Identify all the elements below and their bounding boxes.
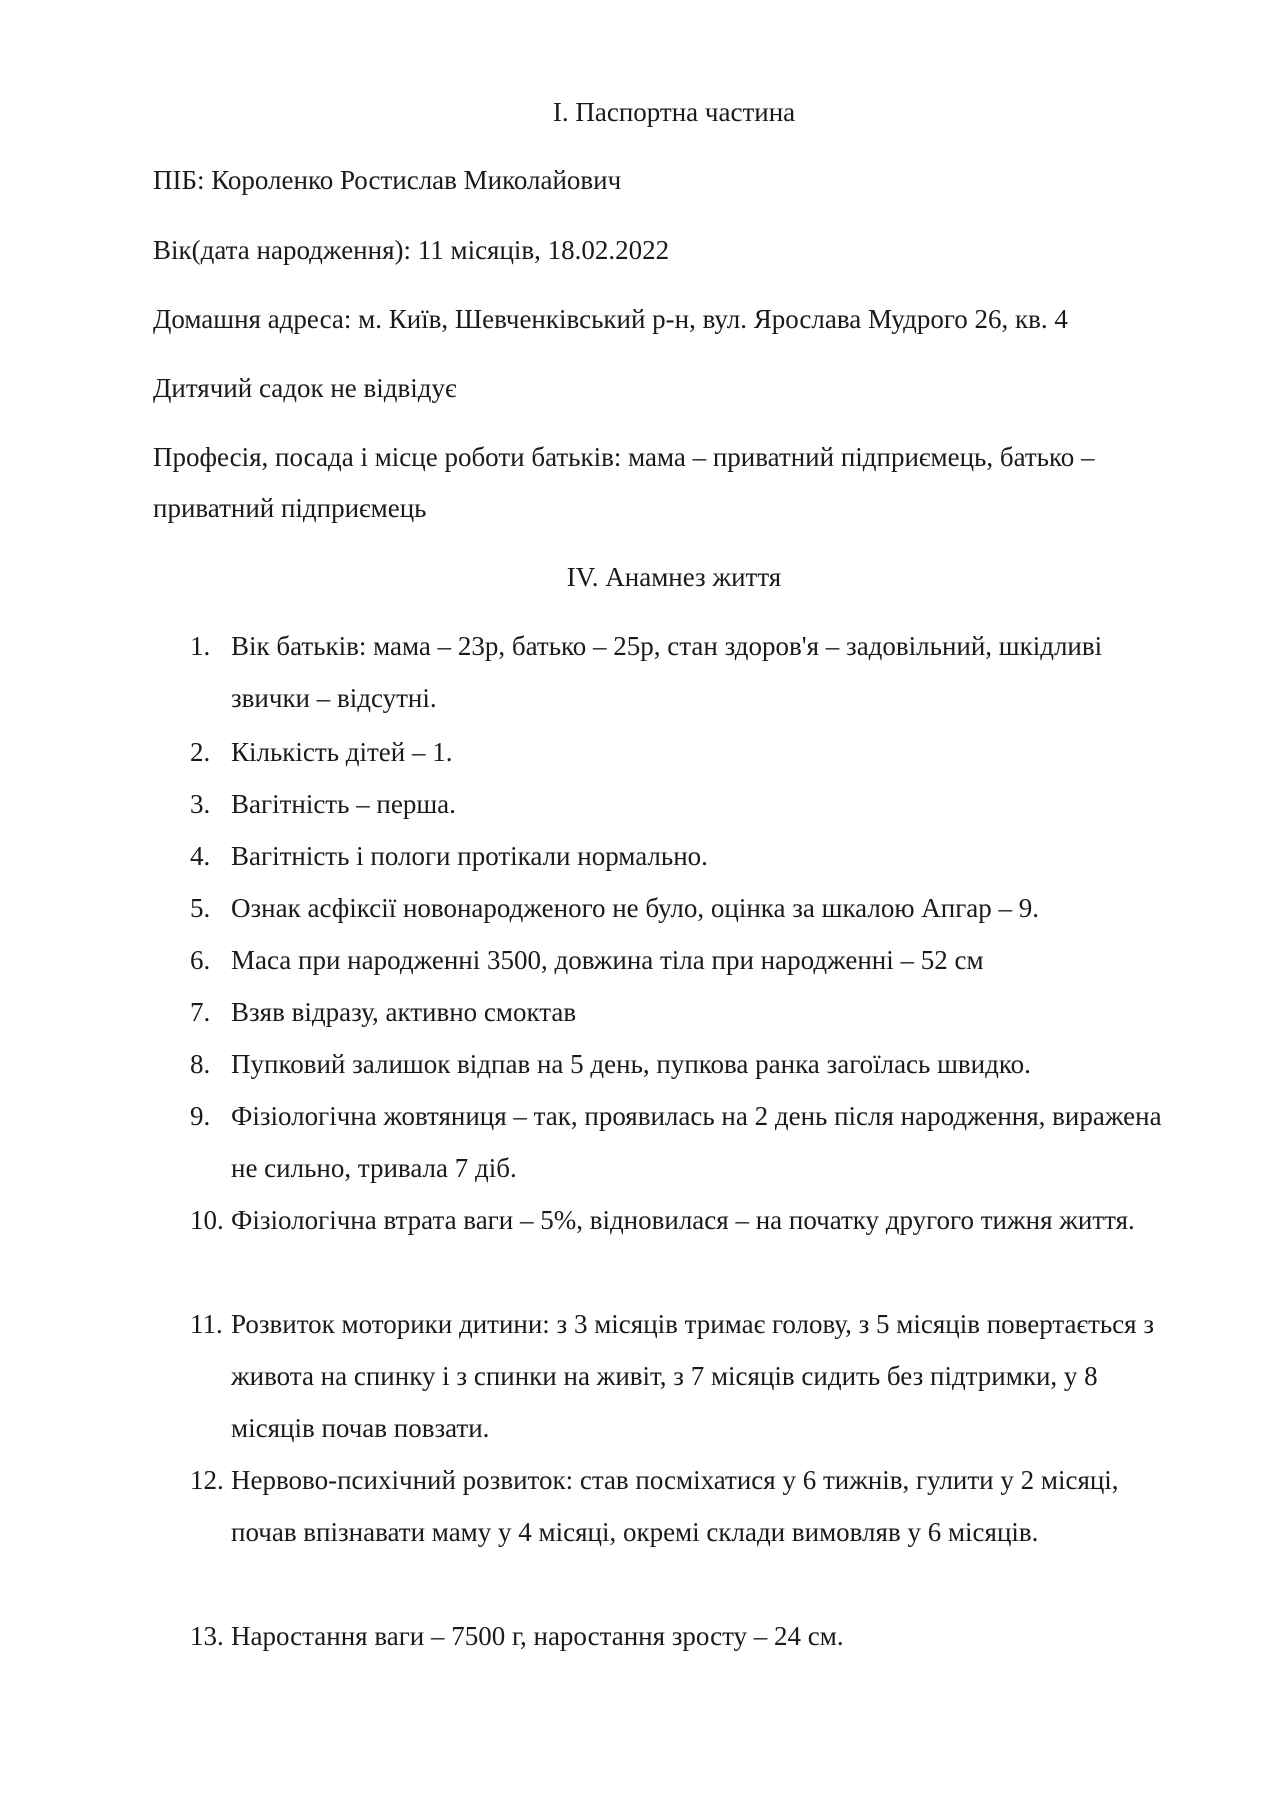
kindergarten-status: Дитячий садок не відвідує [153, 373, 457, 403]
list-item-number: 6. [190, 945, 211, 975]
section-heading-passport: I. Паспортна частина [552, 97, 796, 127]
list-item-text: Наростання ваги – 7500 г, наростання зросту – 24 см. [231, 1621, 844, 1651]
list-item-text: Фізіологічна втрата ваги – 5%, відновилася – на початку другого тижня життя. [231, 1205, 1135, 1235]
section-heading-life-history: IV. Анамнез життя [566, 562, 782, 592]
list-item-number: 7. [190, 997, 211, 1027]
list-item-text: Розвиток моторики дитини: з 3 місяців тримає голову, з 5 місяців повертається з живота на спинку і з спинки на живіт, з 7 місяців сидить без підтримки, у 8 місяців почав повзати. [231, 1309, 1154, 1443]
list-item-number: 5. [190, 893, 211, 923]
patient-name: ПІБ: Короленко Ростислав Миколайович [153, 165, 622, 195]
list-item-number: 3. [190, 789, 211, 819]
list-item-text: Маса при народженні 3500, довжина тіла при народженні – 52 см [231, 945, 984, 975]
list-item-text: Кількість дітей – 1. [231, 737, 453, 767]
list-item-text: Нервово-психічний розвиток: став посміхатися у 6 тижнів, гулити у 2 місяці, почав впізнавати маму у 4 місяці, окремі склади вимовляв у 6 місяців. [231, 1465, 1119, 1547]
list-item-number: 1. [190, 631, 211, 661]
list-item-number: 11. [190, 1309, 223, 1339]
list-item-text: Взяв відразу, активно смоктав [231, 997, 577, 1027]
list-item-number: 10. [190, 1205, 224, 1235]
list-item-number: 4. [190, 841, 211, 871]
list-item-text: Ознак асфіксії новонародженого не було, оцінка за шкалою Апгар – 9. [231, 893, 1040, 923]
patient-age: Вік(дата народження): 11 місяців, 18.02.2022 [153, 235, 670, 265]
list-item-number: 2. [190, 737, 211, 767]
list-item-text: Пупковий залишок відпав на 5 день, пупкова ранка загоїлась швидко. [231, 1049, 1031, 1079]
list-item-text: Вагітність і пологи протікали нормально. [231, 841, 708, 871]
list-item-number: 13. [190, 1621, 224, 1651]
list-item-number: 9. [190, 1101, 211, 1131]
parents-occupation: Професія, посада і місце роботи батьків: мама – приватний підприємець, батько – приватний підприємець [153, 442, 1095, 523]
list-item-text: Вагітність – перша. [231, 789, 456, 819]
list-item-number: 12. [190, 1465, 224, 1495]
list-item-text: Вік батьків: мама – 23р, батько – 25р, стан здоров'я – задовільний, шкідливі звички – відсутні. [231, 631, 1103, 713]
home-address: Домашня адреса: м. Київ, Шевченківський р-н, вул. Ярослава Мудрого 26, кв. 4 [153, 304, 1068, 334]
list-item-text: Фізіологічна жовтяниця – так, проявилась на 2 день після народження, виражена не сильно, тривала 7 діб. [231, 1101, 1162, 1183]
list-item-number: 8. [190, 1049, 211, 1079]
